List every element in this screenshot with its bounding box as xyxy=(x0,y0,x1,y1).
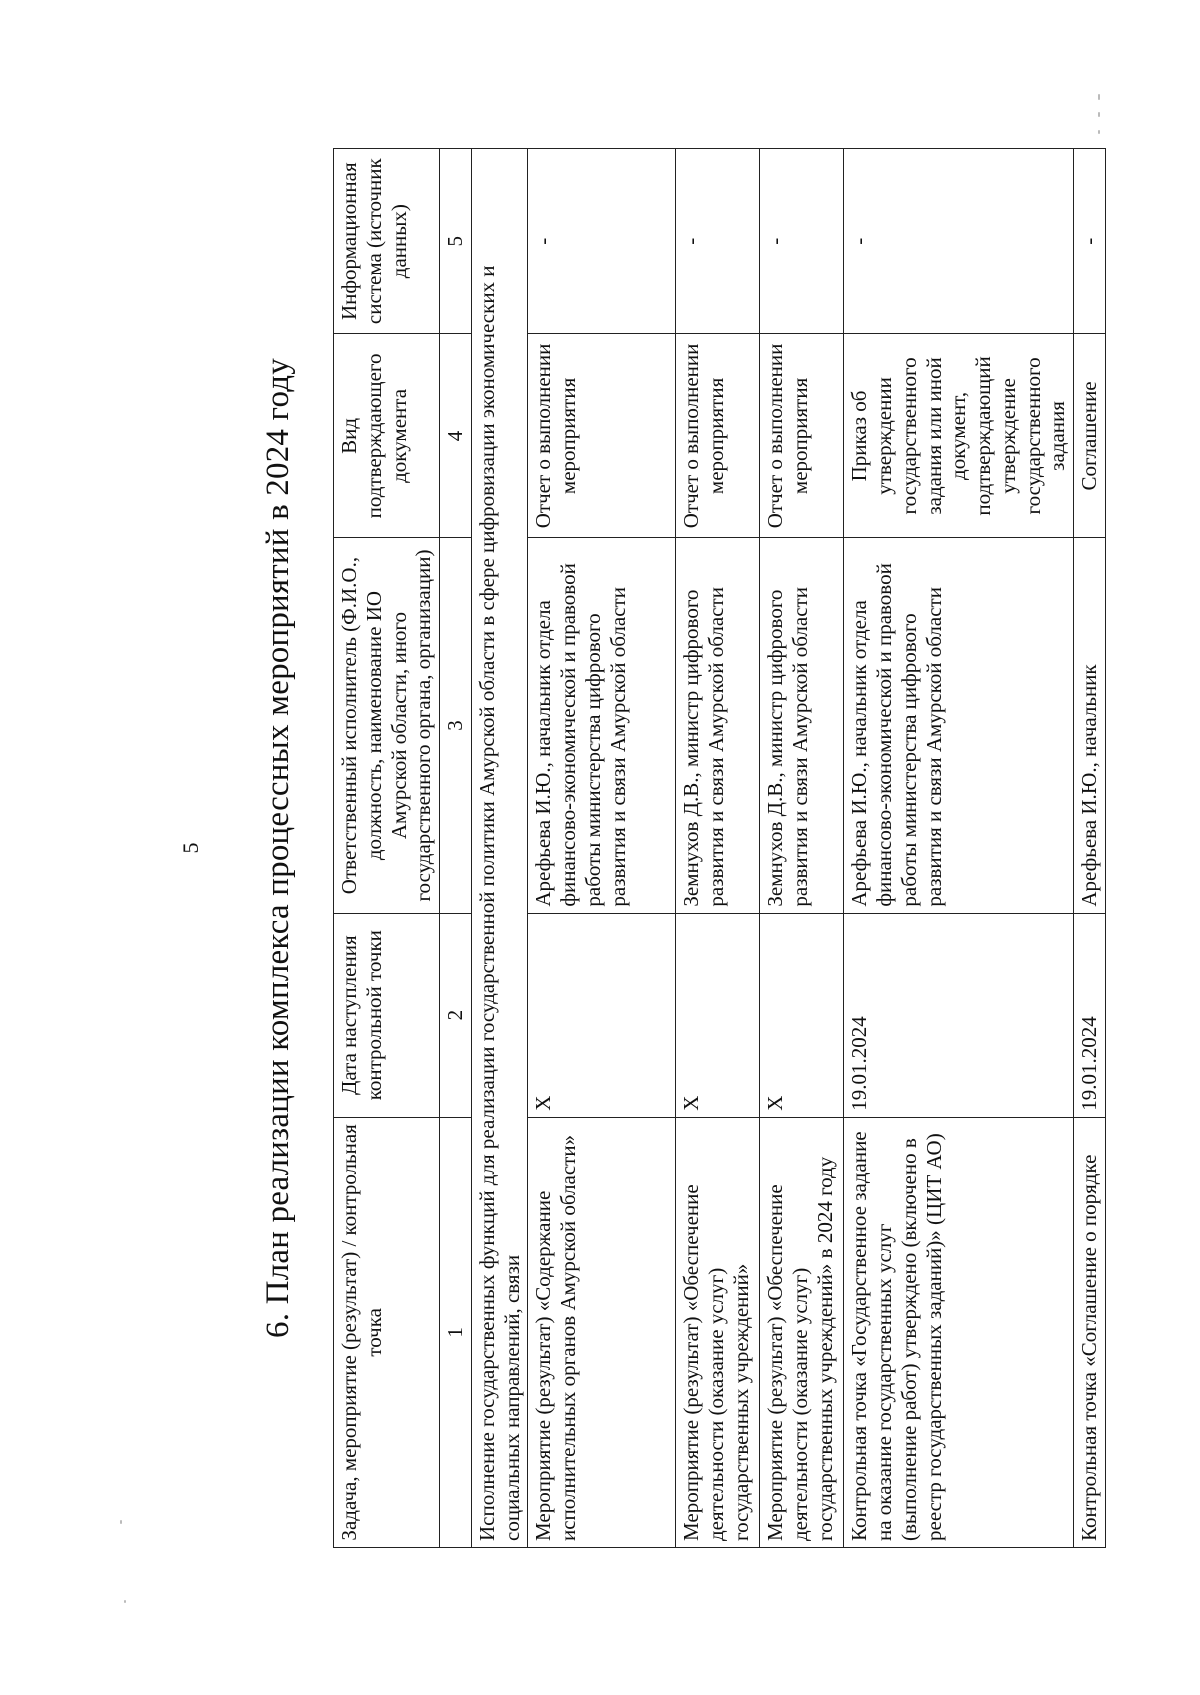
date-cell: X xyxy=(528,913,676,1117)
scan-speck xyxy=(120,1520,122,1524)
task-cell: Мероприятие (результат) «Обеспечение деятельности (оказание услуг) государственных учреждений» xyxy=(676,1117,760,1547)
rotated-document-page xyxy=(100,88,1100,1608)
task-cell: Мероприятие (результат) «Обеспечение деятельности (оказание услуг) государственных учреждений» в 2024 году xyxy=(760,1117,844,1547)
document-title: 6. План реализации комплекса процессных мероприятий в 2024 году xyxy=(260,358,296,1338)
date-cell: 19.01.2024 xyxy=(844,913,1074,1117)
executor-cell: Арефьева И.Ю., начальник отдела финансово-экономической и правовой работы министерства цифрового развития и связи Амурской области xyxy=(528,538,676,913)
plan-table xyxy=(333,148,1106,1548)
column-number-row xyxy=(440,149,472,1548)
executor-cell: Арефьева И.Ю., начальник xyxy=(1074,538,1106,913)
date-cell: X xyxy=(760,913,844,1117)
column-number: 5 xyxy=(440,149,472,334)
system-cell: - xyxy=(844,149,1074,334)
document-cell: Отчет о выполнении мероприятия xyxy=(676,334,760,538)
header-executor: Ответственный исполнитель (Ф.И.О., должность, наименование ИО Амурской области, иного государственного органа, организации) xyxy=(334,538,440,913)
section-title: Исполнение государственных функций для реализации государственной политики Амурской области в сфере цифровизации экономических и социальных направлений, связи xyxy=(471,149,528,1548)
date-cell: X xyxy=(676,913,760,1117)
system-cell: - xyxy=(1074,149,1106,334)
page-number: 5 xyxy=(178,842,203,854)
date-cell: 19.01.2024 xyxy=(1074,913,1106,1117)
executor-cell: Земнухов Д.В., министр цифрового развития и связи Амурской области xyxy=(676,538,760,913)
executor-cell: Арефьева И.Ю., начальник отдела финансово-экономической и правовой работы министерства цифрового развития и связи Амурской области xyxy=(844,538,1074,913)
executor-cell: Земнухов Д.В., министр цифрового развития и связи Амурской области xyxy=(760,538,844,913)
document-cell: Отчет о выполнении мероприятия xyxy=(528,334,676,538)
table-row xyxy=(1074,149,1106,1548)
task-cell: Контрольная точка «Соглашение о порядке xyxy=(1074,1117,1106,1547)
document-cell: Отчет о выполнении мероприятия xyxy=(760,334,844,538)
table-header-row xyxy=(334,149,440,1548)
scan-speck xyxy=(1098,94,1100,100)
column-number: 2 xyxy=(440,913,472,1117)
header-date: Дата наступления контрольной точки xyxy=(334,913,440,1117)
table-row xyxy=(528,149,676,1548)
document-cell: Приказ об утверждении государственного задания или иной документ, подтверждающий утверждение государственного задания xyxy=(844,334,1074,538)
header-system: Информационная система (источник данных) xyxy=(334,149,440,334)
header-task: Задача, мероприятие (результат) / контрольная точка xyxy=(334,1117,440,1547)
scan-speck xyxy=(1098,130,1100,134)
document-cell: Соглашение xyxy=(1074,334,1106,538)
header-document: Вид подтверждающего документа xyxy=(334,334,440,538)
scan-speck xyxy=(1098,112,1100,117)
scan-speck xyxy=(124,1600,126,1603)
table-row xyxy=(676,149,760,1548)
system-cell: - xyxy=(676,149,760,334)
task-cell: Мероприятие (результат) «Содержание исполнительных органов Амурской области» xyxy=(528,1117,676,1547)
table-row xyxy=(844,149,1074,1548)
task-cell: Контрольная точка «Государственное задание на оказание государственных услуг (выполнение работ) утверждено (включено в реестр государственных заданий)» (ЦИТ АО) xyxy=(844,1117,1074,1547)
column-number: 4 xyxy=(440,334,472,538)
column-number: 3 xyxy=(440,538,472,913)
column-number: 1 xyxy=(440,1117,472,1547)
section-row xyxy=(471,149,528,1548)
system-cell: - xyxy=(760,149,844,334)
table-row xyxy=(760,149,844,1548)
system-cell: - xyxy=(528,149,676,334)
